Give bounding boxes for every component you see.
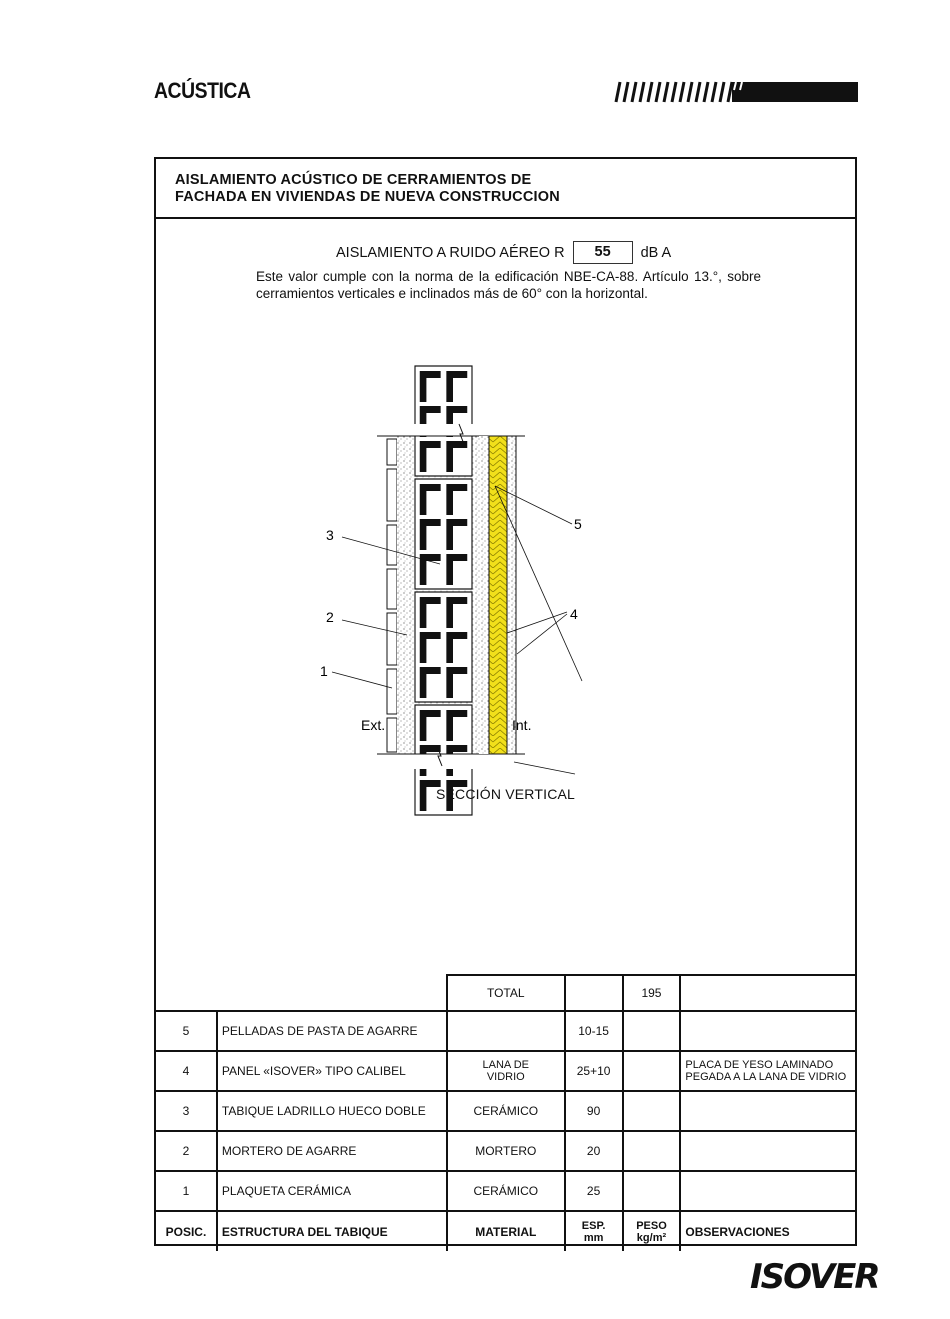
row-notes — [680, 1171, 855, 1211]
table-row — [156, 1051, 855, 1091]
row-structure: PLAQUETA CERÁMICA — [217, 1171, 447, 1211]
header-weight — [623, 1211, 681, 1251]
title-line-1: AISLAMIENTO ACÚSTICO DE CERRAMIENTOS DE — [175, 172, 532, 188]
row-structure: MORTERO DE AGARRE — [217, 1131, 447, 1171]
datasheet-frame — [154, 157, 857, 1246]
total-label: TOTAL — [447, 975, 565, 1011]
row-structure: PELLADAS DE PASTA DE AGARRE — [217, 1011, 447, 1051]
row-material: LANA DE VIDRIO — [447, 1051, 565, 1091]
table-row — [156, 1131, 855, 1171]
rating-label: AISLAMIENTO A RUIDO AÉREO R — [336, 244, 565, 261]
title-box — [156, 159, 855, 219]
interior-label: Int. — [512, 717, 532, 733]
row-material: CERÁMICO — [447, 1091, 565, 1131]
row-notes — [680, 1131, 855, 1171]
header-thickness-unit: mm — [583, 1231, 604, 1244]
row-pos: 3 — [156, 1091, 217, 1131]
header-thickness — [565, 1211, 623, 1251]
callout-3: 3 — [326, 527, 334, 543]
row-material: MORTERO — [447, 1131, 565, 1171]
row-material: CERÁMICO — [447, 1171, 565, 1211]
row-weight — [623, 1171, 681, 1211]
row-pos: 1 — [156, 1171, 217, 1211]
row-thickness: 25 — [565, 1171, 623, 1211]
row-weight — [623, 1131, 681, 1171]
rating-unit: dB A — [640, 244, 672, 261]
acoustic-rating — [336, 241, 671, 264]
header-weight-unit: kg/m² — [636, 1231, 667, 1244]
header-structure: ESTRUCTURA DEL TABIQUE — [217, 1211, 447, 1251]
description-text: Este valor cumple con la norma de la edificación NBE-CA-88. Artículo 13.°, sobre cerramientos verticales e inclinados más de 60° con la horizontal. — [256, 269, 761, 301]
row-pos: 2 — [156, 1131, 217, 1171]
row-notes: PLACA DE YESO LAMINADO PEGADA A LA LANA DE VIDRIO — [680, 1051, 855, 1091]
callout-1: 1 — [320, 663, 328, 679]
row-pos: 5 — [156, 1011, 217, 1051]
row-structure: TABIQUE LADRILLO HUECO DOBLE — [217, 1091, 447, 1131]
header-material: MATERIAL — [447, 1211, 565, 1251]
table-row — [156, 1171, 855, 1211]
exterior-label: Ext. — [361, 717, 386, 733]
row-thickness: 90 — [565, 1091, 623, 1131]
row-material — [447, 1011, 565, 1051]
callout-5: 5 — [574, 516, 582, 532]
title-line-2: FACHADA EN VIVIENDAS DE NUEVA CONSTRUCCION — [175, 189, 560, 205]
row-weight — [623, 1091, 681, 1131]
total-row — [156, 975, 855, 1011]
header-stripes-decoration — [612, 82, 858, 102]
header-notes: OBSERVACIONES — [680, 1211, 855, 1251]
row-structure: PANEL «ISOVER» TIPO CALIBEL — [217, 1051, 447, 1091]
row-thickness: 20 — [565, 1131, 623, 1171]
diagram-caption: SECCIÓN VERTICAL — [435, 786, 576, 802]
callout-2: 2 — [326, 609, 334, 625]
table-row — [156, 1011, 855, 1051]
row-weight — [623, 1011, 681, 1051]
table-row — [156, 1091, 855, 1131]
header-pos: POSIC. — [156, 1211, 217, 1251]
isover-logo: ISOVER — [750, 1257, 879, 1297]
header-row — [156, 1211, 855, 1251]
rating-value: 55 — [573, 241, 633, 264]
row-thickness: 25+10 — [565, 1051, 623, 1091]
row-notes — [680, 1091, 855, 1131]
wall-section-diagram — [320, 424, 657, 769]
row-weight — [623, 1051, 681, 1091]
total-weight: 195 — [623, 975, 681, 1011]
row-thickness: 10-15 — [565, 1011, 623, 1051]
row-pos: 4 — [156, 1051, 217, 1091]
section-title: ACÚSTICA — [154, 78, 251, 103]
row-notes — [680, 1011, 855, 1051]
header-thickness-label: ESP. — [581, 1219, 606, 1232]
layers-table — [156, 974, 855, 1251]
callout-4: 4 — [570, 606, 578, 622]
header-weight-label: PESO — [636, 1219, 667, 1232]
